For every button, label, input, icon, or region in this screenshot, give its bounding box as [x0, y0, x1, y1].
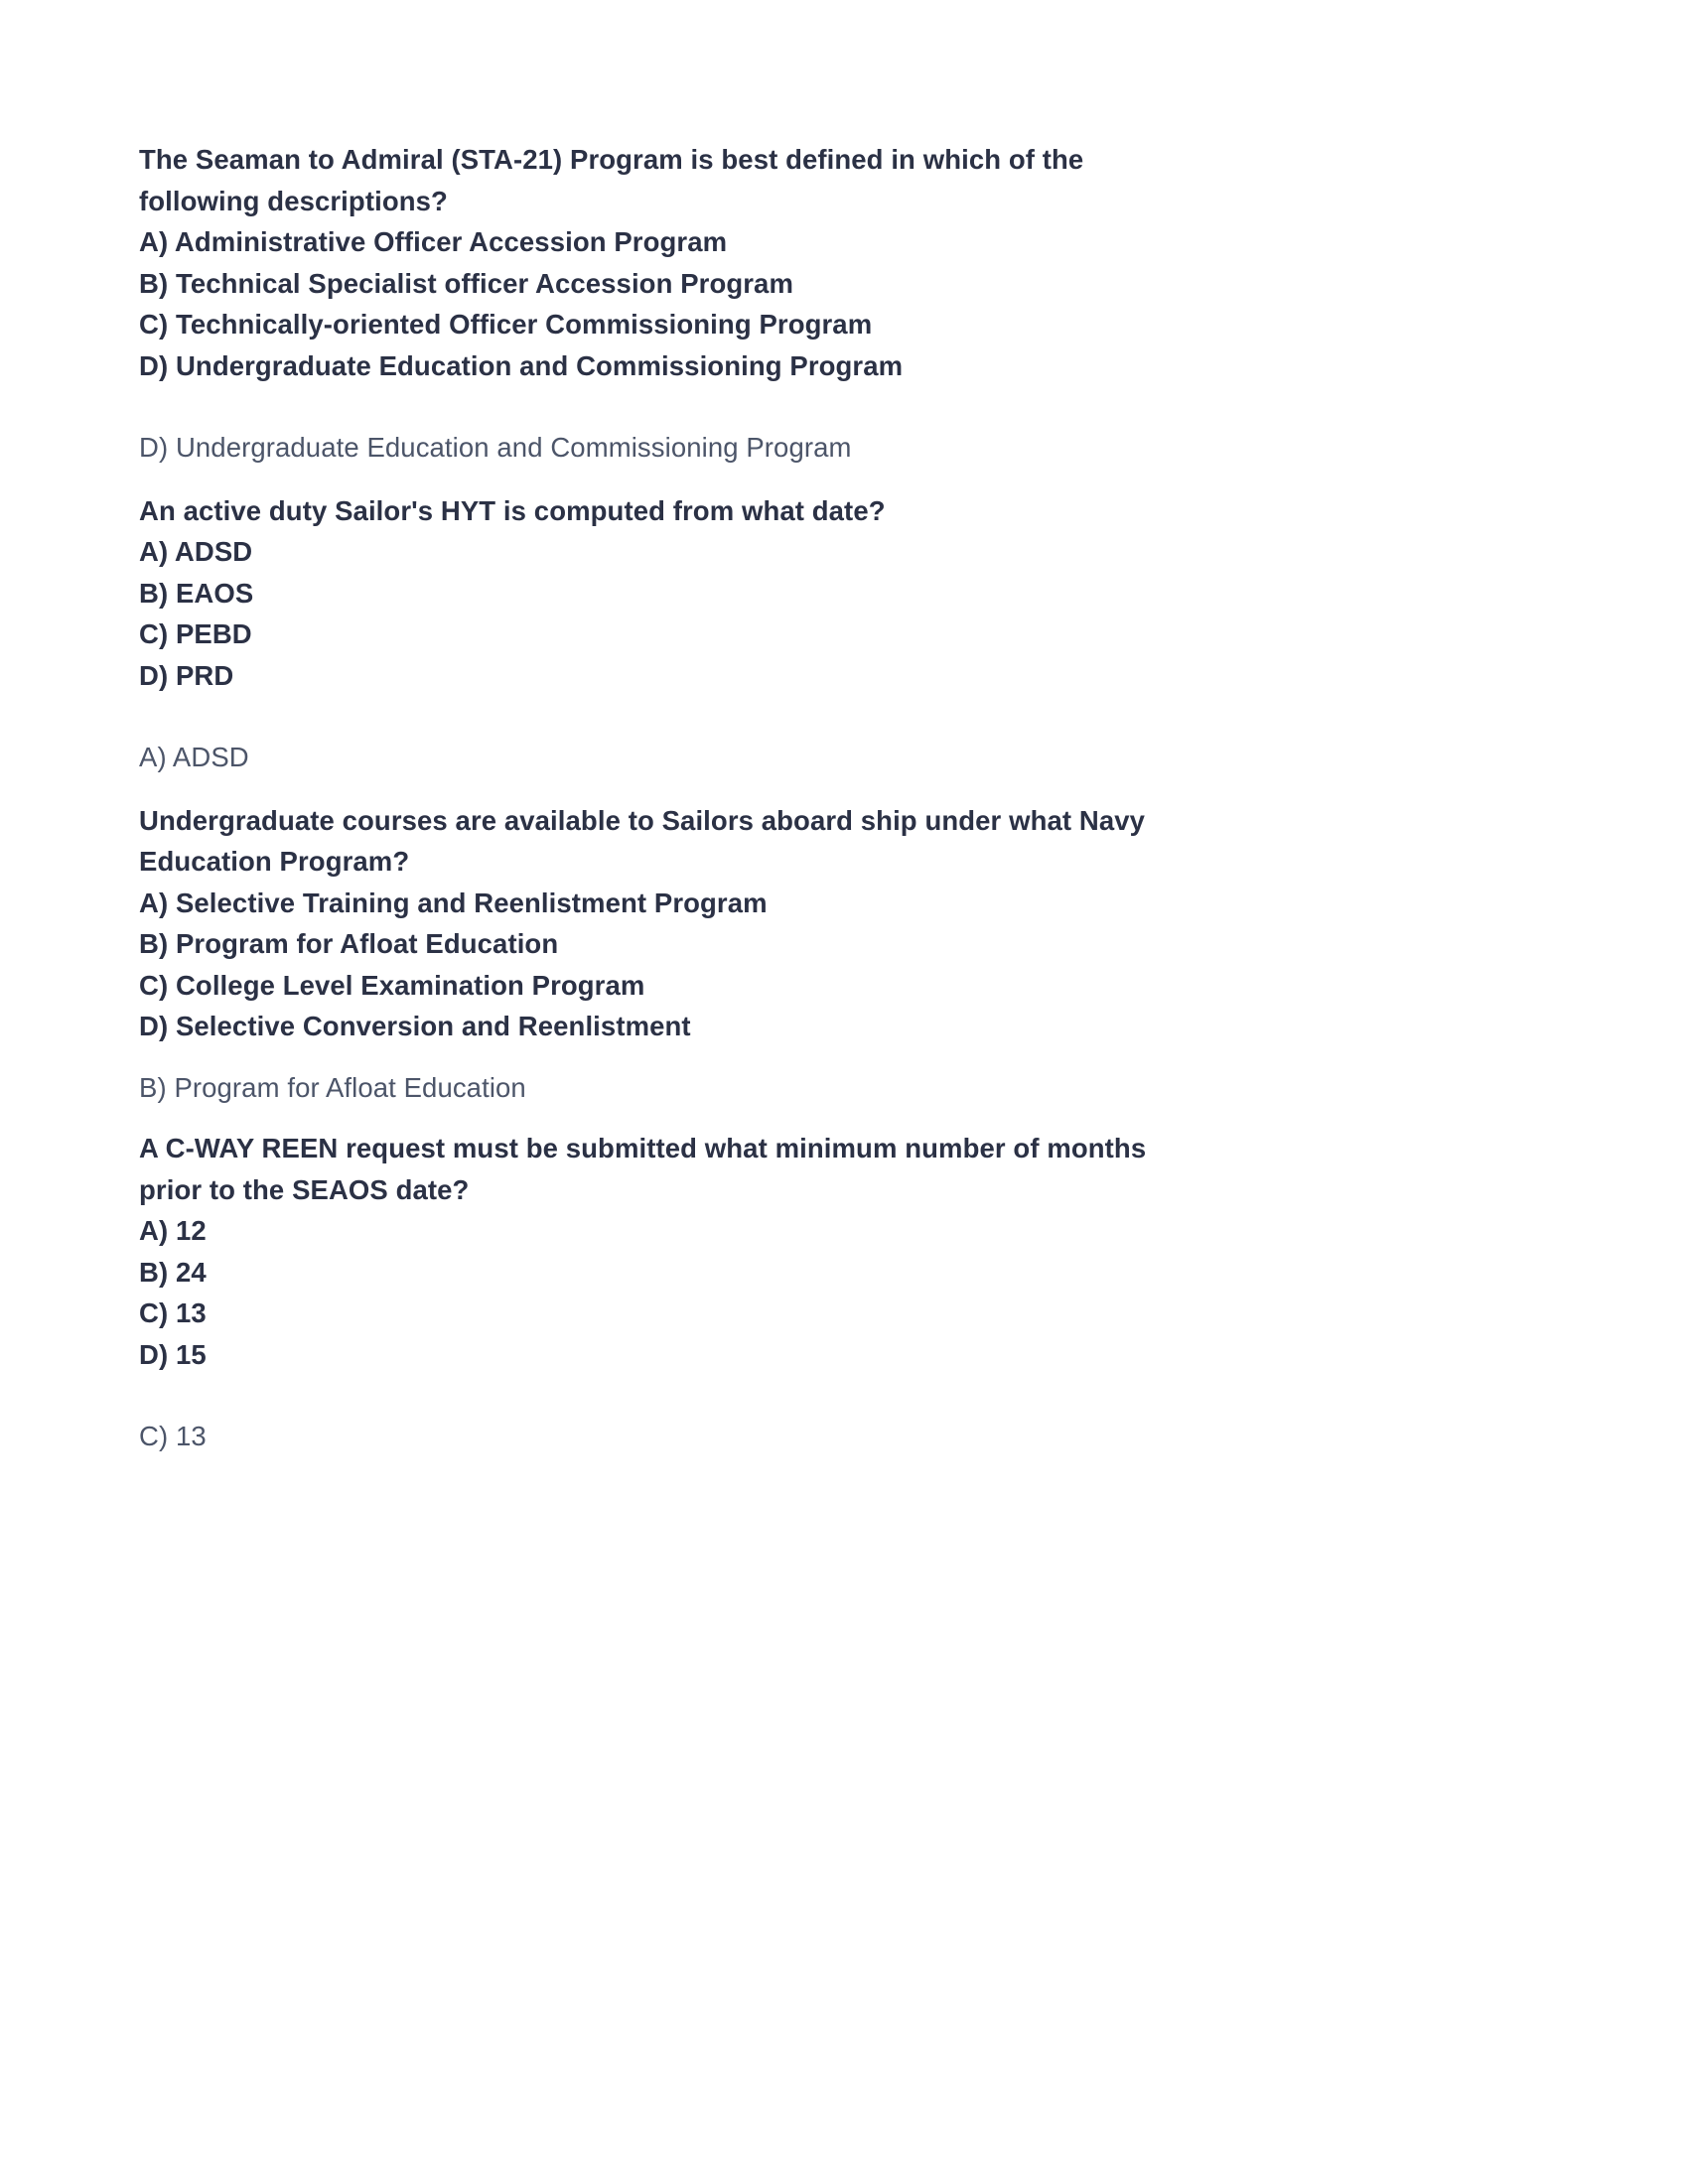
qa-block	[139, 1128, 1360, 1457]
document-body	[139, 139, 1360, 1457]
qa-block	[139, 490, 1360, 800]
qa-block	[139, 139, 1360, 490]
answer-option-d[interactable]: D) 15	[139, 1338, 207, 1370]
correct-answer-text: D) Undergraduate Education and Commissioning Program	[139, 432, 852, 463]
answer-option-b[interactable]: B) EAOS	[139, 577, 254, 609]
spacer	[139, 1375, 1360, 1416]
question-text-line: following descriptions?	[139, 185, 448, 216]
spacer	[139, 386, 1360, 427]
correct-answer-text: B) Program for Afloat Education	[139, 1071, 526, 1103]
answer-option-c[interactable]: C) College Level Examination Program	[139, 969, 645, 1001]
spacer	[139, 469, 1360, 490]
answer-option-c[interactable]: C) PEBD	[139, 618, 252, 649]
question-text-line: A C-WAY REEN request must be submitted what minimum number of months	[139, 1133, 1147, 1163]
question-text-line: An active duty Sailor's HYT is computed from what date?	[139, 494, 886, 526]
answer-option-a[interactable]: A) Selective Training and Reenlistment Program	[139, 887, 768, 918]
answer-option-d[interactable]: D) PRD	[139, 659, 234, 691]
correct-answer-text: A) ADSD	[139, 742, 249, 772]
answer-option-b[interactable]: B) 24	[139, 1256, 207, 1288]
answer-option-c[interactable]: C) 13	[139, 1297, 207, 1328]
spacer	[139, 778, 1360, 800]
answer-option-b[interactable]: B) Program for Afloat Education	[139, 928, 559, 959]
answer-option-d[interactable]: D) Selective Conversion and Reenlistment	[139, 1011, 691, 1041]
answer-option-a[interactable]: A) ADSD	[139, 536, 253, 567]
question-text-line: Education Program?	[139, 846, 410, 877]
question-text-line: prior to the SEAOS date?	[139, 1173, 470, 1205]
qa-block	[139, 800, 1360, 1129]
answer-option-d[interactable]: D) Undergraduate Education and Commissioning Program	[139, 349, 904, 381]
spacer	[139, 1047, 1360, 1067]
question-text-line: Undergraduate courses are available to Sailors aboard ship under what Navy	[139, 804, 1146, 836]
answer-option-a[interactable]: A) 12	[139, 1215, 207, 1246]
correct-answer-text: C) 13	[139, 1421, 207, 1451]
answer-option-c[interactable]: C) Technically-oriented Officer Commissioning Program	[139, 309, 873, 340]
spacer	[139, 696, 1360, 737]
answer-option-b[interactable]: B) Technical Specialist officer Accession Program	[139, 267, 794, 299]
spacer	[139, 1108, 1360, 1128]
question-text-line: The Seaman to Admiral (STA-21) Program is best defined in which of the	[139, 144, 1084, 175]
answer-option-a[interactable]: A) Administrative Officer Accession Program	[139, 226, 728, 257]
